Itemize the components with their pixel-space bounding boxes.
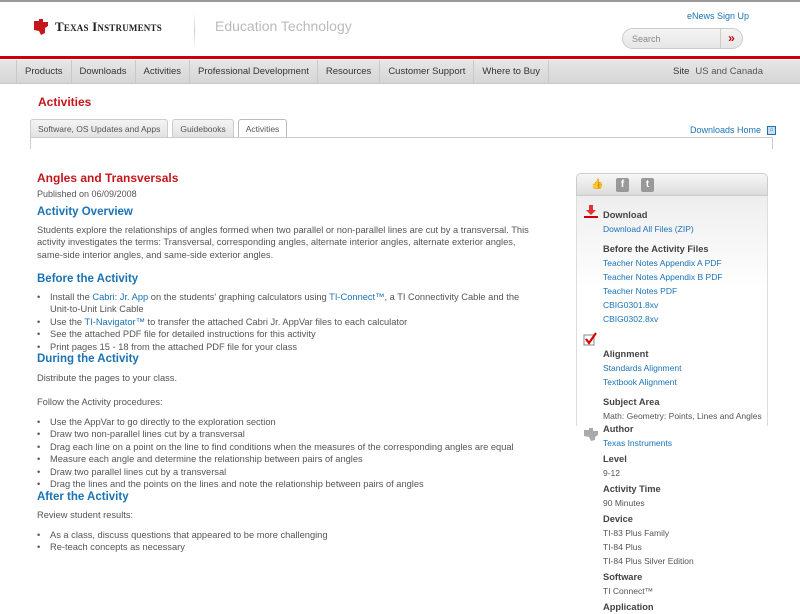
site-value[interactable]: US and Canada [695,66,763,77]
time-heading: Activity Time [603,484,661,494]
file-link[interactable]: Teacher Notes Appendix B PDF [603,272,723,282]
software-value: TI Connect™ [603,586,654,596]
section-title: Education Technology [215,18,352,34]
nav-customer-support[interactable]: Customer Support [379,60,473,84]
file-link[interactable]: Teacher Notes PDF [603,286,678,296]
ti-connect-link[interactable]: TI-Connect™ [329,291,385,302]
search-go-button[interactable]: » [720,29,742,48]
twitter-icon[interactable]: t [641,178,654,192]
level-value: 9-12 [603,468,621,478]
nav-where-to-buy[interactable]: Where to Buy [473,60,549,84]
device-heading: Device [603,514,633,524]
software-heading: Software [603,572,643,582]
list-item: • As a class, discuss questions that appeared to be more challenging [37,529,537,542]
tab-border-right [772,137,773,149]
tab-guidebooks[interactable]: Guidebooks [172,119,233,137]
top-border [0,0,800,2]
list-item: • Drag each line on a point on the line to find conditions when the measures of the corresponding angles are equal [37,441,537,454]
ti-logo[interactable] [32,18,162,36]
tab-border [30,137,773,138]
nav-products[interactable]: Products [16,60,71,84]
alignment-heading: Alignment [603,349,649,359]
device-value: TI-84 Plus [603,542,642,552]
page-heading: Activities [38,95,92,109]
search-box[interactable] [622,28,743,49]
ti-author-icon [583,427,599,441]
nav-activities[interactable]: Activities [135,60,189,84]
list-item: • Use the TI-Navigator™ to transfer the attached Cabri Jr. AppVar files to each calculator [37,316,537,329]
standards-alignment-link[interactable]: Standards Alignment [603,363,682,373]
during-follow: Follow the Activity procedures: [37,397,163,407]
published-date: Published on 06/09/2008 [37,188,137,199]
overview-heading: Activity Overview [37,206,133,218]
during-list [37,416,537,491]
download-all-link[interactable]: Download All Files (ZIP) [603,224,694,234]
list-item: • Print pages 15 - 18 from the attached PDF file for your class [37,341,537,354]
site-selector[interactable] [673,66,763,77]
list-item: • Measure each angle and determine the relationship between pairs of angles [37,453,537,466]
level-heading: Level [603,454,627,464]
before-files-heading: Before the Activity Files [603,244,709,254]
enews-signup-link[interactable]: eNews Sign Up [687,11,750,21]
cabri-jr-link[interactable]: Cabri: Jr. App [92,291,149,302]
list-item: • Draw two parallel lines cut by a transversal [37,466,537,479]
textbook-alignment-link[interactable]: Textbook Alignment [603,377,677,387]
device-value: TI-84 Plus Silver Edition [603,556,694,566]
author-heading: Author [603,424,634,434]
list-item: • Re-teach concepts as necessary [37,541,537,554]
file-link[interactable]: Teacher Notes Appendix A PDF [603,258,722,268]
search-input[interactable]: Search [632,33,661,44]
subject-value: Math: Geometry: Points, Lines and Angles [603,411,762,421]
home-icon: ⌂ [767,126,776,135]
ti-logo-icon [32,18,50,36]
time-value: 90 Minutes [603,498,645,508]
tab-bar [30,119,287,138]
list-item: • Draw two non-parallel lines cut by a transversal [37,428,537,441]
file-link[interactable]: CBIG0301.8xv [603,300,659,310]
checkbox-checked-icon [583,332,597,346]
nav-downloads[interactable]: Downloads [71,60,135,84]
application-heading: Application [603,602,654,612]
device-value: TI-83 Plus Family [603,528,670,538]
overview-text: Students explore the relationships of angles formed when two parallel or non-parallel lines are cut by a transversal. This activity investigates the terms: Transversal, corresponding angles, alternate interior angles, alternate exterior angles, same-side interior angles, and same-side exterior angles. [37,224,529,260]
share-bar [576,173,768,196]
downloads-home-label: Downloads Home [690,125,762,135]
nav-resources[interactable]: Resources [317,60,379,84]
before-heading: Before the Activity [37,273,139,285]
tab-activities[interactable]: Activities [238,119,288,138]
site-label: Site [673,66,690,77]
download-heading: Download [603,210,648,220]
downloads-home-link[interactable] [690,125,776,135]
activity-sidebar [576,173,768,612]
brand-name: Texas Instruments [55,19,162,34]
facebook-icon[interactable]: f [616,178,629,192]
during-heading: During the Activity [37,353,139,365]
tab-border-left [30,137,31,149]
sidebar-details [603,209,773,614]
after-intro: Review student results: [37,510,134,520]
subject-heading: Subject Area [603,397,660,407]
after-list [37,529,537,554]
activity-content [37,172,537,554]
ti-navigator-link[interactable]: TI-Navigator™ [84,316,145,327]
list-item: • Use the AppVar to go directly to the exploration section [37,416,537,429]
after-heading: After the Activity [37,490,129,503]
activity-title: Angles and Transversals [37,171,179,185]
nav-professional-development[interactable]: Professional Development [189,60,317,84]
during-intro: Distribute the pages to your class. [37,372,178,383]
file-link[interactable]: CBIG0302.8xv [603,314,659,324]
tab-software[interactable]: Software, OS Updates and Apps [30,119,168,137]
like-icon[interactable]: 👍 [591,178,604,190]
download-icon [584,205,598,219]
author-link[interactable]: Texas Instruments [603,438,672,448]
list-item: • Install the Cabri: Jr. App on the students' graphing calculators using TI-Connect™, a TI Connectivity Cable and the Unit-to-Unit Link Cable [37,291,537,316]
list-item: • Drag the lines and the points on the lines and note the relationship between pairs of angles [37,478,537,491]
header-divider [194,12,195,48]
list-item: • See the attached PDF file for detailed instructions for this activity [37,328,537,341]
before-list [37,291,537,354]
